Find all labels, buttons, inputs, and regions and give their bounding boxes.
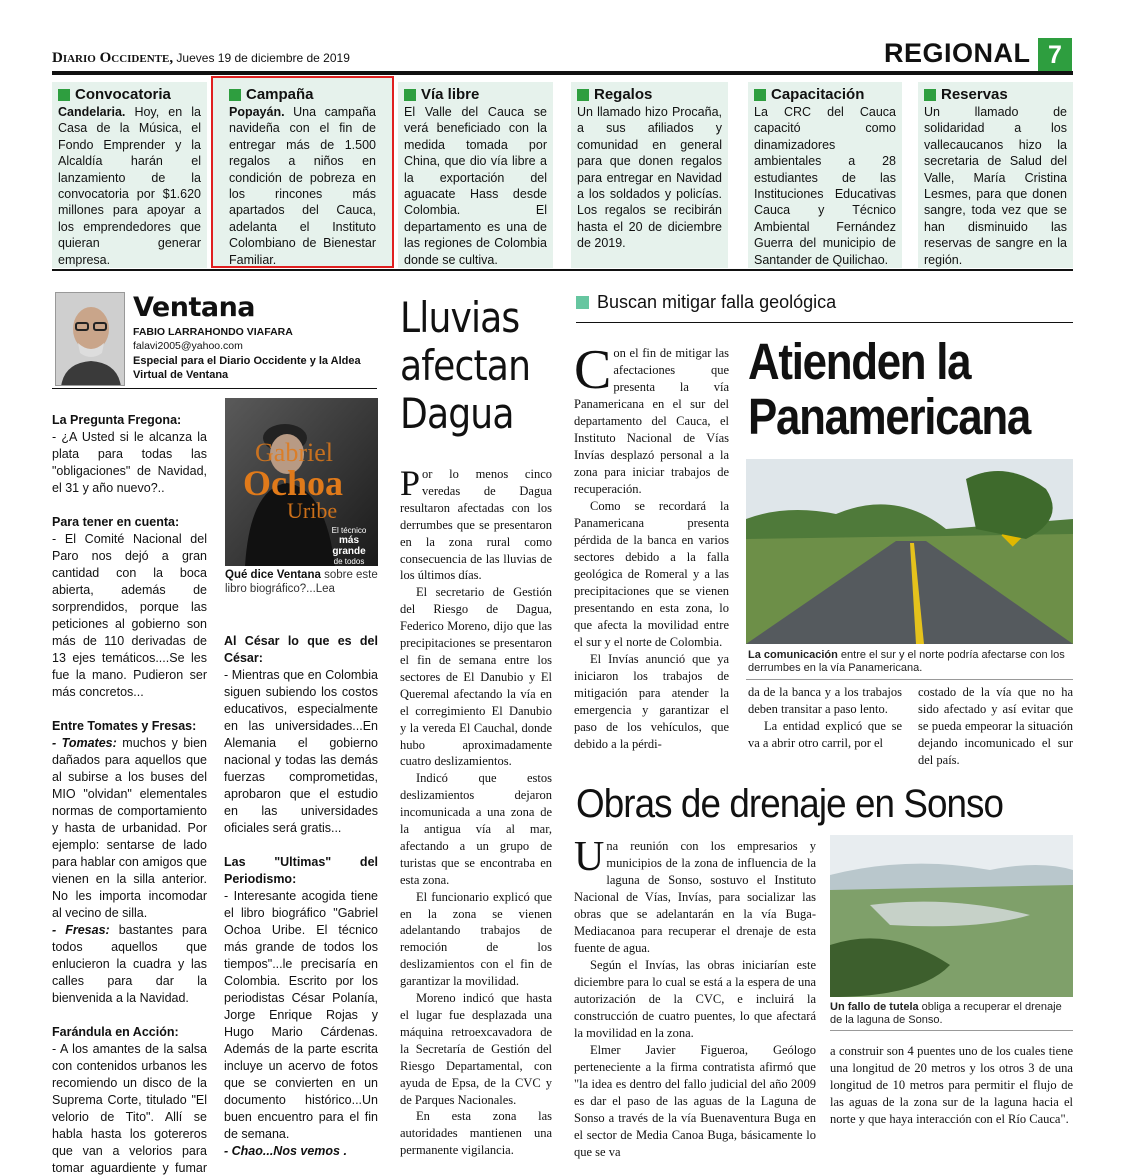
sonso-body-col2 xyxy=(830,1043,1073,1128)
sonso-headline: Obras de drenaje en Sonso xyxy=(576,782,1004,826)
brief-reservas xyxy=(918,82,1073,268)
column-title: Ventana xyxy=(133,292,256,323)
panamericana-body-col1 xyxy=(574,339,729,753)
item-heading: Entre Tomates y Fresas: xyxy=(52,719,197,733)
brief-text: La CRC del Cauca capacitó como dinamizadores ambientales a 28 estudiantes de las Instituciones Educativas Cauca y Técnico Ambiental Fernández Guerra del municipio de Santander de Quilichao. xyxy=(754,105,896,267)
panamericana-headline xyxy=(748,334,1030,444)
column-author: FABIO LARRAHONDO VIAFARA xyxy=(133,326,293,338)
road-photo xyxy=(746,459,1073,644)
paragraph: a construir son 4 puentes uno de los cuales tiene una longitud de 20 metros y los otros 3 de una longitud de 10 metros para permitir el flujo de las aguas de la zona sur de la laguna hacia el norte y que haya interacción con el Río Cauca". xyxy=(830,1044,1073,1126)
paragraph: Según el Invías, las obras iniciarían este diciembre para lo cual se está a la espera de una autorización de la CVC, e incluirá la construcción de cuatro puentes, lo que afectará la movilidad en la zona. xyxy=(574,958,816,1040)
paragraph: da de la banca y a los trabajos deben transitar a paso lento. xyxy=(748,685,902,716)
brief-title: Vía libre xyxy=(421,86,480,103)
caption-lead: Qué dice Ventana xyxy=(225,569,321,581)
bullet-square-icon xyxy=(229,89,241,101)
caption-lead: La comunicación xyxy=(748,649,838,661)
paragraph: costado de la vía que no ha sido afectado y así evitar que se pueda empeorar la situación dejando incomunicado el sur del país. xyxy=(918,685,1073,767)
brief-title: Campaña xyxy=(246,86,314,103)
paragraph: Indicó que estos deslizamientos dejaron incomunicada a una zona de la antigua vía al mar, afectando a un grupo de turistas que se encontraba en esta zona. xyxy=(400,771,552,887)
panamericana-body-col2 xyxy=(748,684,902,752)
paragraph: on el fin de mitigar las afectaciones que presenta la vía Panamericana en el sur del departamento del Cauca, el Instituto Nacional de Vías Invías desplazó personal a la zona para iniciar trabajos de recuperación. xyxy=(574,346,729,496)
bullet-square-icon xyxy=(58,89,70,101)
item-heading: Las "Ultimas" del Periodismo: xyxy=(224,855,378,886)
item-heading: Al César lo que es del César: xyxy=(224,634,378,665)
item-text: - A los amantes de la salsa con contenidos urbanos les recomiendo un disco de la Suprema Corte, titulado "El velorio de Tito". Allí se habla hasta los gotereros que van a velorios para tomar aguardiente y fumar xyxy=(52,1042,207,1175)
paragraph: Elmer Javier Figueroa, Geólogo perteneciente a la firma contratista afirmó que "la idea es dentro del fallo judicial del año 2009 es dar el paso de las aguas de la Laguna de Sonso a través de la vía Buenaventura Buga en el sector de Media Canoa Buga, básicamente lo que se va xyxy=(574,1043,816,1159)
brief-title: Convocatoria xyxy=(75,86,171,103)
author-portrait-icon xyxy=(56,293,125,386)
brief-lead: Candelaria. xyxy=(58,105,126,119)
bullet-square-icon xyxy=(404,89,416,101)
ventana-right-column xyxy=(224,633,378,1160)
caption-rule xyxy=(746,679,1073,680)
brief-text: Un llamado hizo Procaña, a sus afiliados y comunidad en general para que donen regalos para entregar en Navidad a los soldados y policías. Los regalos se recibirán hasta el 20 de diciembre de 2019. xyxy=(577,105,722,251)
paragraph: En esta zona las autoridades mantienen una permanente vigilancia. xyxy=(400,1109,552,1158)
brief-text: Hoy, en la Casa de la Música, el Fondo Emprender y la Alcaldía harán el lanzamiento de la convocatoria por $1.620 millones para apoyar a los emprendedores que quieran generar empresa. xyxy=(58,105,201,267)
book-cover-image xyxy=(225,398,378,566)
author-photo xyxy=(55,292,125,386)
header-rule xyxy=(52,71,1073,75)
briefs-rule xyxy=(52,269,1073,271)
item-heading: La Pregunta Fregona: xyxy=(52,413,182,427)
drop-cap: C xyxy=(574,339,612,401)
bullet-square-icon xyxy=(924,89,936,101)
item-text: bastantes para todos aquellos que enlucieron la cuadra y las calles para dar la bienvenida a la Navidad. xyxy=(52,923,208,1005)
bullet-square-icon xyxy=(577,89,589,101)
page-number: 7 xyxy=(1038,38,1072,72)
brief-title: Capacitación xyxy=(771,86,865,103)
paragraph: Como se recordará la Panamericana presenta pérdida de la banca en varios sectores debido a la falla geológica de Romeral y a las precipitaciones que se vienen presentando en esta zona, lo que afecta la movilidad entre el sur y el norte de Colombia. xyxy=(574,499,729,649)
masthead xyxy=(52,50,350,67)
caption-text: sobre este libro biográfico?...Lea xyxy=(225,569,378,595)
paragraph: El Invías anunció que ya iniciaron los trabajos de mitigación para atender la emergencia y garantizar el paso de los vehículos, que debido a la pérdi- xyxy=(574,652,729,751)
lluvias-body xyxy=(400,463,552,1159)
caption-text: entre el sur y el norte podría afectarse con los derrumbes en la vía Panamericana. xyxy=(748,649,1065,674)
book-caption xyxy=(225,568,380,596)
brief-via-libre xyxy=(398,82,553,268)
book-tag: más grande xyxy=(332,535,366,557)
item-heading: Para tener en cuenta: xyxy=(52,515,180,529)
brand-name: Diario Occidente, xyxy=(52,50,174,66)
lluvias-headline: Lluvias afectan Dagua xyxy=(400,293,531,438)
caption-lead: Un fallo de tutela xyxy=(830,1001,919,1013)
item-subheading: - Tomates: xyxy=(52,736,117,750)
road-landscape-icon xyxy=(746,459,1073,644)
item-text: - El Comité Nacional del Paro nos dejó a gran cantidad con la boca abierta, además de sorprendidos, porque las peticiones al gobierno son más de 110 derivadas de 13 ejes temáticos....Se les fue la mano. Pudieron ser más concretos... xyxy=(52,532,207,699)
brief-regalos xyxy=(571,82,728,268)
brief-text: Una campaña navideña con el fin de entregar más de 1.500 regalos a niños en condición de pobreza en los rincones más apartados del Cauca, adelanta el Instituto Colombiano de Bienestar Familiar. xyxy=(229,105,376,267)
book-title-line: Uribe xyxy=(287,498,338,523)
paragraph: na reunión con los empresarios y municipios de la zona de influencia de la laguna de Sonso, sostuvo el Instituto Nacional de Vías, Invías, para socializar las obras que se adelantarán en la vía Buga- Mediacanoa para recuperar el drenaje de esta fuente de agua. xyxy=(574,839,816,955)
brief-text: Un llamado de solidaridad a los vallecaucanos hizo la secretaria de Salud del Valle, María Cristina Lesmes, para que donen sangre, toda vez que se han disminuido las reservas de sangre en la región. xyxy=(924,105,1067,267)
caption-text: obliga a recuperar el drenaje de la laguna de Sonso. xyxy=(830,1001,1062,1026)
book-tag: de todos xyxy=(333,557,365,566)
paragraph: La entidad explicó que se va a abrir otro carril, por el xyxy=(748,719,902,750)
paragraph: El secretario de Gestión del Riesgo de Dagua, Federico Moreno, dijo que las precipitaciones se presentaron el fin de semana entre los sectores de El Danubio y El Queremal afectando la vía en el corregimiento El Danubio y la vereda El Cauchal, donde hubo aproximadamente cuatro deslizamientos. xyxy=(400,585,552,769)
item-text: - ¿A Usted si le alcanza la plata para todas las "obligaciones" de Navidad, el 31 y año nuevo?.. xyxy=(52,430,207,495)
brief-title: Reservas xyxy=(941,86,1008,103)
article-kicker xyxy=(576,292,836,313)
book-title-line: Gabriel xyxy=(255,438,333,467)
brief-lead: Popayán. xyxy=(229,105,285,119)
column-credit: Especial para el Diario Occidente y la Aldea Virtual de Ventana xyxy=(133,355,361,381)
drop-cap: P xyxy=(400,463,421,503)
item-text: - Interesante acogida tiene el libro biográfico "Gabriel Ochoa Uribe. El técnico más grande de todos los tiempos"...le precisaría en Colombia. Escrito por los periodistas César Polanía, Jorge Enrique Rojas y Hugo Mario Cárdenas. Además de la parte escrita incluye un acervo de fotos que se convierten en un documento histórico...Un buen encuentro para el fin de semana. xyxy=(224,889,378,1141)
section-title: REGIONAL xyxy=(884,38,1031,68)
brief-text: El Valle del Cauca se verá beneficiado con la medida tomada por China, que dio vía libre a la exportación del aguacate Hass desde Colombia. El departamento es una de las regiones de Colombia donde se cultiva. xyxy=(404,105,547,267)
author-email: falavi2005@yahoo.com xyxy=(133,340,243,352)
lagoon-photo xyxy=(830,835,1073,997)
paragraph: El funcionario explicó que en la zona se vienen adelantando trabajos de remoción de los deslizamientos con el fin de garantizar la movilidad. xyxy=(400,889,552,989)
caption-rule xyxy=(830,1030,1073,1031)
paragraph: or lo menos cinco veredas de Dagua resultaron afectadas con los derrumbes que se presentaron en la zona rural como consecuencia de las lluvias de los últimos días. xyxy=(400,467,552,583)
book-tagline xyxy=(321,526,377,566)
kicker-rule xyxy=(576,322,1073,323)
panamericana-body-col3 xyxy=(918,684,1073,769)
bullet-square-icon xyxy=(754,89,766,101)
column-rule xyxy=(52,388,377,389)
book-tag: El técnico xyxy=(331,526,367,535)
brief-title: Regalos xyxy=(594,86,653,103)
kicker-text: Buscan mitigar falla geológica xyxy=(597,292,837,312)
book-title-line: Ochoa xyxy=(243,463,344,503)
brief-capacitacion xyxy=(748,82,902,268)
road-caption xyxy=(748,649,1073,675)
sonso-body-col1 xyxy=(574,834,816,1161)
issue-date: Jueves 19 de diciembre de 2019 xyxy=(176,51,350,65)
drop-cap: U xyxy=(574,834,605,880)
item-subheading: - Fresas: xyxy=(52,923,110,937)
signoff: - Chao...Nos vemos . xyxy=(224,1144,347,1158)
headline-line: Atienden la xyxy=(748,333,971,390)
headline-line: Panamericana xyxy=(748,388,1030,445)
lagoon-caption xyxy=(830,1001,1073,1027)
brief-convocatoria xyxy=(52,82,207,268)
brief-campana xyxy=(211,76,394,268)
item-text: muchos y bien dañados para aquellos que al subirse a los buses del MIO "olvidan" elementales normas de comportamiento y hasta de urbanidad. Por ejemplo: sentarse de lado para hablar con amigos que vienen en la silla anterior. No les importa incomodar al vecino de silla. xyxy=(52,736,207,920)
ventana-left-column xyxy=(52,412,207,1176)
lagoon-landscape-icon xyxy=(830,835,1073,997)
item-text: - Mientras que en Colombia siguen subiendo los costos educativos, especialmente en las universidades...En Alemania el gobierno nacional y todas las demás fuerzas comprometidas, aprobaron que el estudio en las universidades oficiales será gratis... xyxy=(224,668,378,835)
kicker-square-icon xyxy=(576,296,589,309)
item-heading: Farándula en Acción: xyxy=(52,1025,179,1039)
paragraph: Moreno indicó que hasta el lugar fue desplazada una máquina retroexcavadora de la Secretaría de Gestión del Riesgo Departamental, con ayuda de Epsa, de la CVC y de Parques Nacionales. xyxy=(400,991,552,1107)
